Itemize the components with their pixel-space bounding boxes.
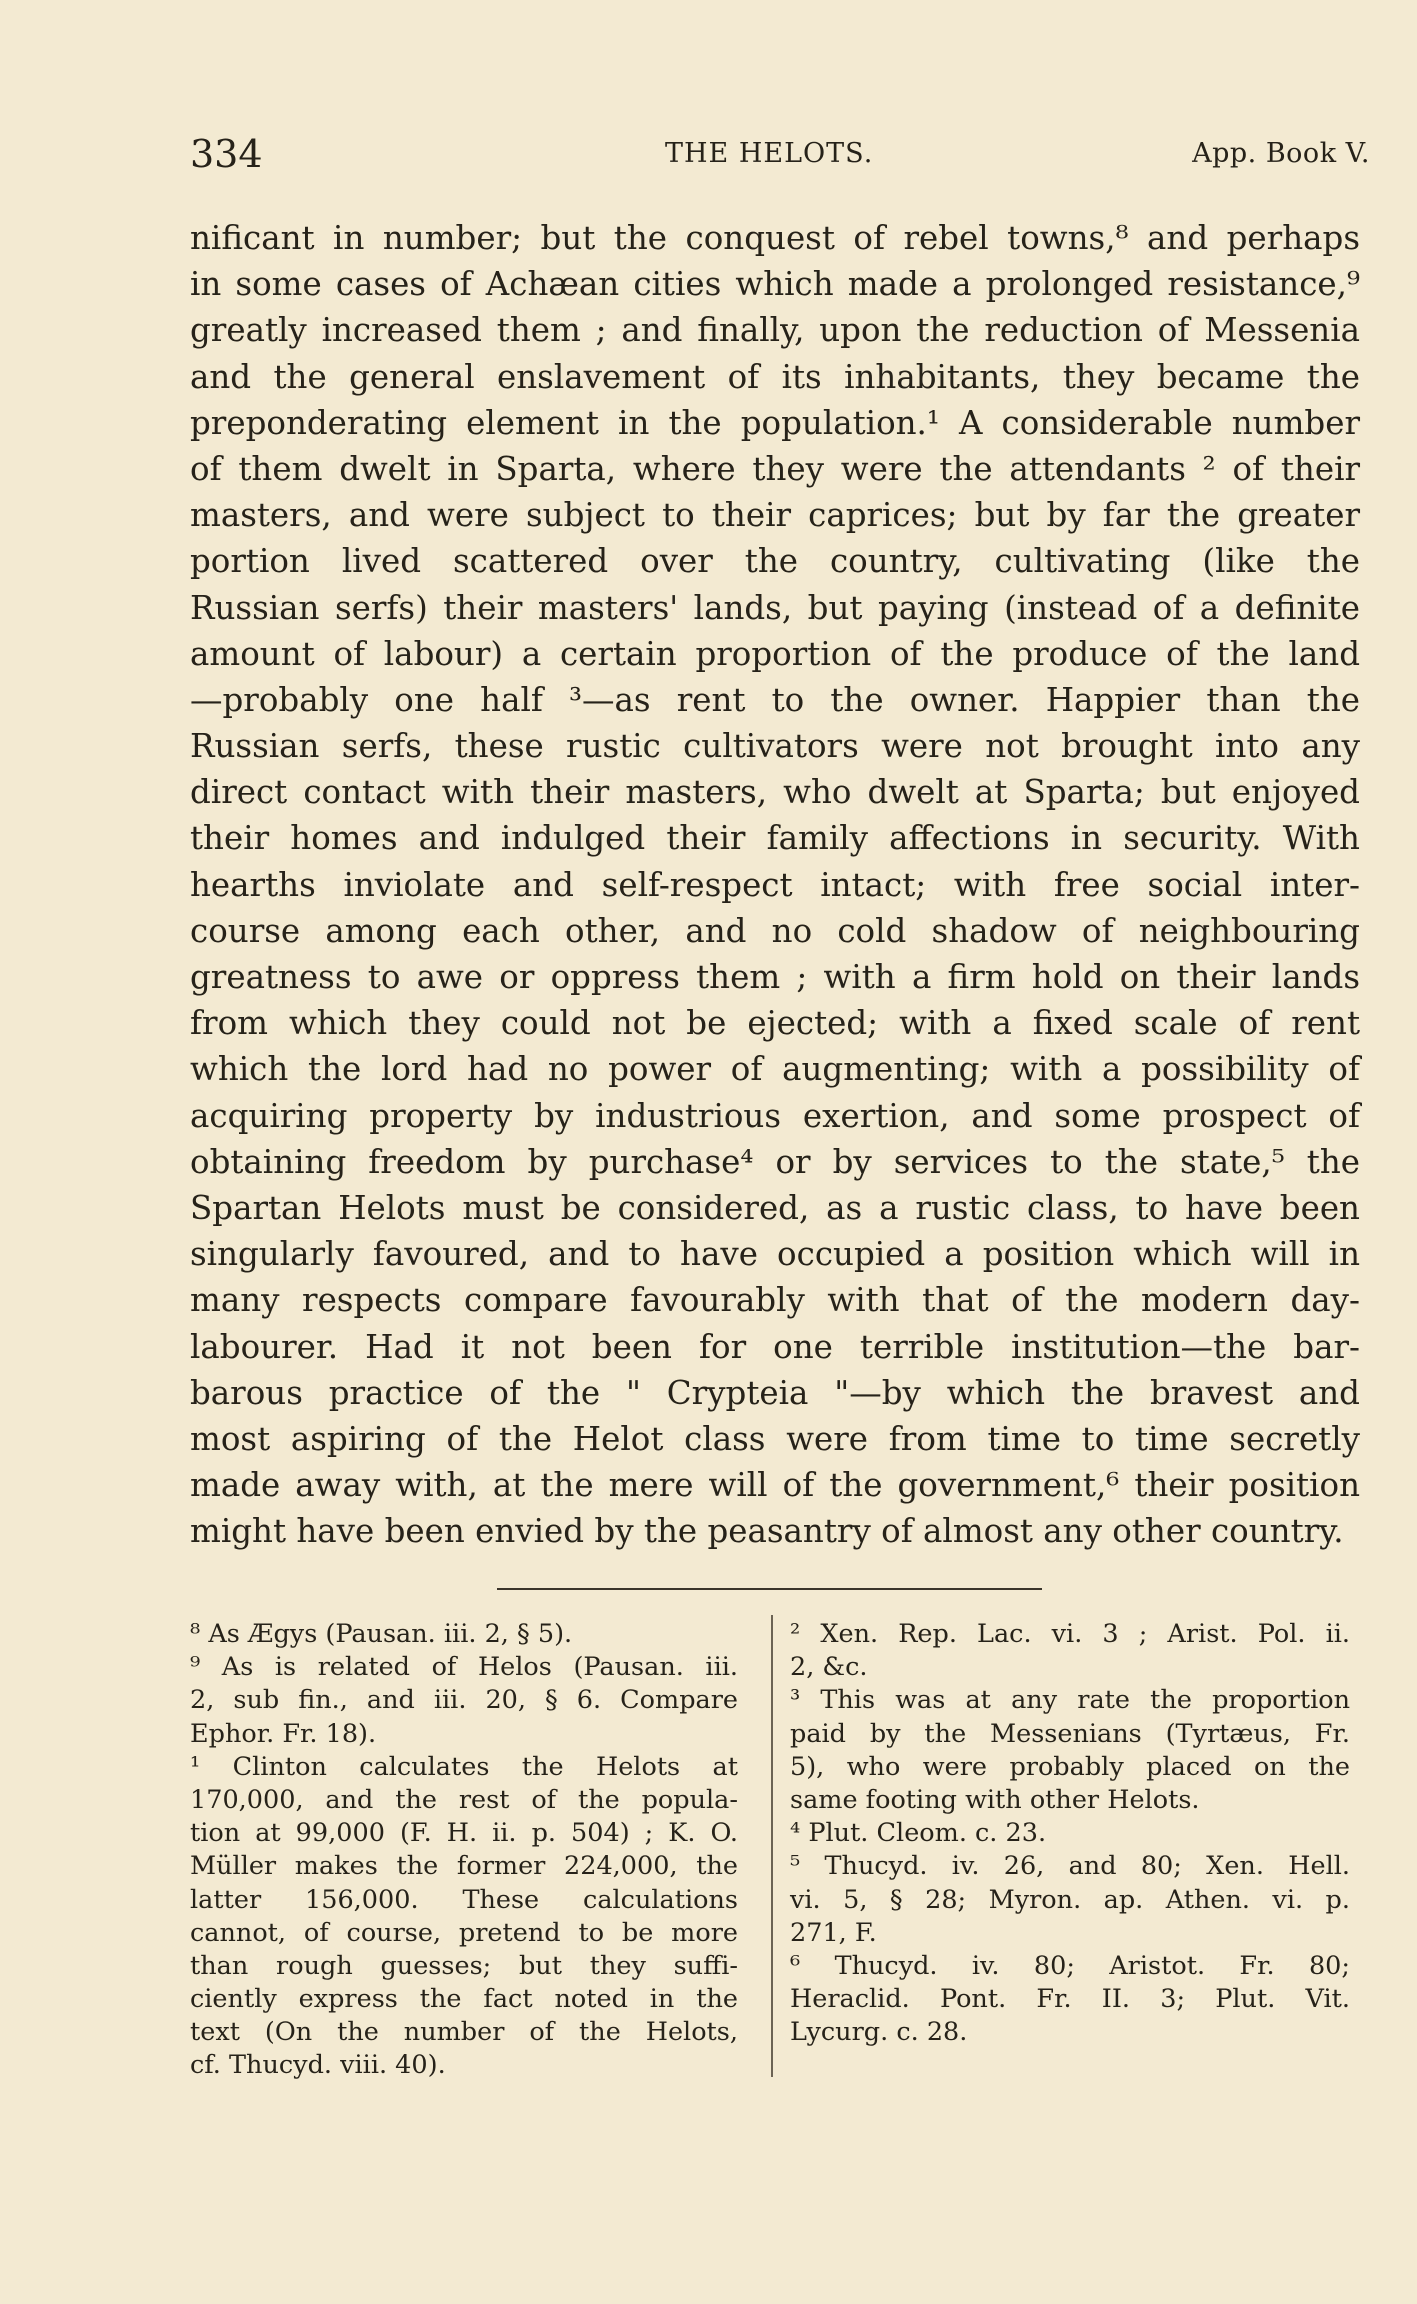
footnotes-right-column xyxy=(790,1618,1350,2049)
footnote-column-divider xyxy=(771,1615,773,2077)
body-text-line: which the lord had no power of augmenting; with a possibility of xyxy=(190,1050,1360,1089)
body-text-line: obtaining freedom by purchase⁴ or by services to the state,⁵ the xyxy=(190,1142,1360,1181)
footnote-line: ⁸ As Ægys (Pausan. iii. 2, § 5). xyxy=(190,1619,573,1649)
footnote-line: Lycurg. c. 28. xyxy=(790,2017,968,2048)
footnote-line: ⁶ Thucyd. iv. 80; Aristot. Fr. 80; xyxy=(790,1950,1350,1981)
body-text-line: amount of labour) a certain proportion of the produce of the land xyxy=(190,634,1360,673)
footnote-line: ² Xen. Rep. Lac. vi. 3 ; Arist. Pol. ii. xyxy=(790,1619,1350,1649)
body-text-line: direct contact with their masters, who dwelt at Sparta; but enjoyed xyxy=(190,773,1360,812)
body-text-line: —probably one half ³—as rent to the owner. Happier than the xyxy=(190,680,1360,719)
footnote-line: ¹ Clinton calculates the Helots at xyxy=(190,1751,738,1782)
footnote-line: 2, sub fin., and iii. 20, § 6. Compare xyxy=(190,1685,738,1716)
body-text-line: and the general enslavement of its inhabitants, they became the xyxy=(190,357,1360,396)
running-title: THE HELOTS. xyxy=(665,138,874,169)
body-text-line: preponderating element in the population.¹ A considerable number xyxy=(190,403,1360,442)
body-text-line: in some cases of Achæan cities which made a prolonged resistance,⁹ xyxy=(190,265,1360,304)
page-number: 334 xyxy=(190,132,263,176)
body-text-line: masters, and were subject to their caprices; but by far the greater xyxy=(190,496,1360,535)
footnote-line: 271, F. xyxy=(790,1917,877,1948)
footnote-line: same footing with other Helots. xyxy=(790,1784,1200,1815)
footnote-line: than rough guesses; but they suffi- xyxy=(190,1950,738,1981)
body-text-line: Russian serfs, these rustic cultivators were not brought into any xyxy=(190,727,1360,766)
body-text-line: greatness to awe or oppress them ; with a firm hold on their lands xyxy=(190,958,1360,996)
body-text-line: Spartan Helots must be considered, as a rustic class, to have been xyxy=(190,1188,1360,1227)
body-text-line: course among each other, and no cold shadow of neighbouring xyxy=(190,911,1360,950)
body-text-line: Russian serfs) their masters' lands, but paying (instead of a definite xyxy=(190,588,1360,627)
footnote-line: Ephor. Fr. 18). xyxy=(190,1718,377,1749)
footnote-line: ⁹ As is related of Helos (Pausan. iii. xyxy=(190,1652,738,1683)
body-text-line: made away with, at the mere will of the government,⁶ their position xyxy=(190,1466,1360,1505)
section-label: App. Book V. xyxy=(1192,138,1370,169)
body-text-line: acquiring property by industrious exertion, and some prospect of xyxy=(190,1096,1360,1135)
body-text-line: most aspiring of the Helot class were from time to time secretly xyxy=(190,1419,1360,1458)
body-text-line: greatly increased them ; and finally, upon the reduction of Messenia xyxy=(190,311,1360,350)
footnote-line: cf. Thucyd. viii. 40). xyxy=(190,2050,446,2081)
body-text-line: barous practice of the " Crypteia "—by which the bravest and xyxy=(190,1373,1360,1412)
footnote-line: text (On the number of the Helots, xyxy=(190,2017,738,2048)
body-text-line: from which they could not be ejected; with a fixed scale of rent xyxy=(190,1004,1360,1043)
footnote-line: latter 156,000. These calculations xyxy=(190,1884,738,1915)
footnote-line: ⁴ Plut. Cleom. c. 23. xyxy=(790,1818,1047,1849)
footnote-line: ⁵ Thucyd. iv. 26, and 80; Xen. Hell. xyxy=(790,1851,1350,1882)
body-text-line: labourer. Had it not been for one terrible institution—the bar- xyxy=(190,1327,1360,1366)
body-text-line: of them dwelt in Sparta, where they were the attendants ² of their xyxy=(190,449,1360,488)
footnote-line: 2, &c. xyxy=(790,1652,868,1683)
body-text-line: singularly favoured, and to have occupied a position which will in xyxy=(190,1235,1360,1274)
footnote-line: tion at 99,000 (F. H. ii. p. 504) ; K. O. xyxy=(190,1818,738,1849)
body-text-line: hearths inviolate and self-respect intact; with free social inter- xyxy=(190,865,1360,904)
body-text-line: many respects compare favourably with that of the modern day- xyxy=(190,1281,1360,1320)
body-text-line: their homes and indulged their family affections in security. With xyxy=(190,819,1360,858)
footnote-line: cannot, of course, pretend to be more xyxy=(190,1917,738,1948)
footnote-line: vi. 5, § 28; Myron. ap. Athen. vi. p. xyxy=(790,1884,1350,1915)
footnote-line: Müller makes the former 224,000, the xyxy=(190,1851,738,1882)
footnote-line: Heraclid. Pont. Fr. II. 3; Plut. Vit. xyxy=(790,1984,1350,2015)
footnote-rule xyxy=(497,1588,1042,1590)
footnote-line: ciently express the fact noted in the xyxy=(190,1984,738,2015)
footnote-line: 5), who were probably placed on the xyxy=(790,1751,1350,1782)
body-text-line: nificant in number; but the conquest of rebel towns,⁸ and perhaps xyxy=(190,219,1360,257)
footnote-line: 170,000, and the rest of the popula- xyxy=(190,1784,738,1815)
footnote-line: ³ This was at any rate the proportion xyxy=(790,1685,1350,1716)
footnotes-left-column xyxy=(190,1618,738,2083)
running-header xyxy=(190,132,1370,182)
main-text xyxy=(190,215,1360,1554)
footnote-line: paid by the Messenians (Tyrtæus, Fr. xyxy=(790,1718,1350,1749)
body-text-line: portion lived scattered over the country, cultivating (like the xyxy=(190,542,1360,581)
body-text-line: might have been envied by the peasantry of almost any other country. xyxy=(190,1512,1344,1551)
